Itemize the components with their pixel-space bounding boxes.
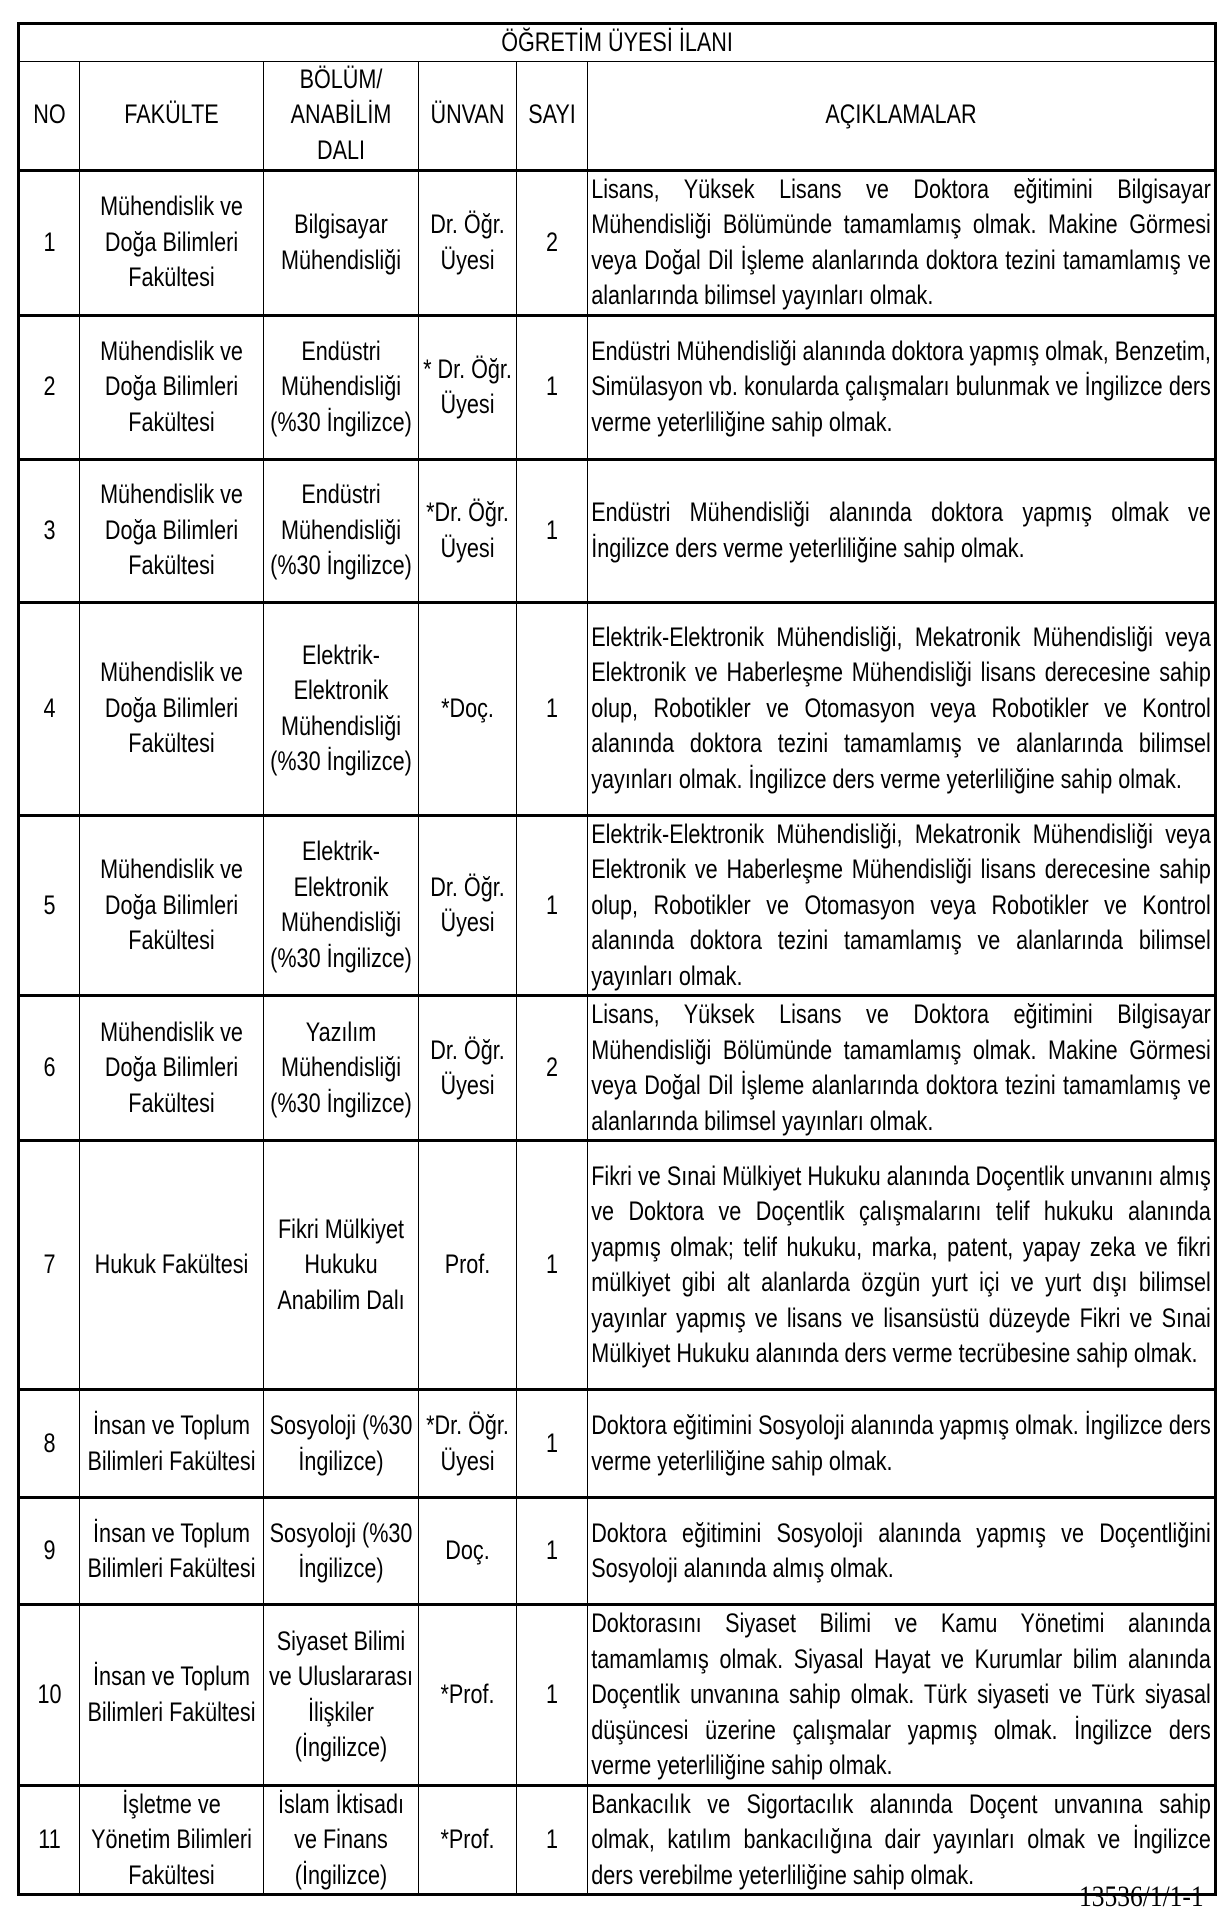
cell-unvan: Dr. Öğr. Üyesi xyxy=(430,871,505,938)
cell-sayi: 1 xyxy=(545,889,559,920)
cell-no: 6 xyxy=(43,1052,56,1083)
cell-bolum: Sosyoloji (%30 İngilizce) xyxy=(269,1410,413,1476)
cell-aciklama: Doktorasını Siyaset Bilimi ve Kamu Yönetimi alanında tamamlamış olmak. Siyasal Hayat ve Kurumlar bilim alanında Doçentlik unvanına sahip olmak. Türk siyaseti ve Türk siyasal düşüncesi üzerine çalışmalar yapmış olmak. İngilizce ders verme yeterliliğine sahip olmak. xyxy=(591,1608,1211,1780)
header-aciklamalar: AÇIKLAMALAR xyxy=(825,99,977,130)
cell-unvan: *Dr. Öğr. Üyesi xyxy=(426,1410,509,1476)
cell-no: 5 xyxy=(43,889,56,920)
cell-aciklama: Endüstri Mühendisliği alanında doktora yapmış olmak ve İngilizce ders verme yeterliliğine sahip olmak. xyxy=(591,497,1211,563)
cell-bolum: Siyaset Bilimi ve Uluslararası İlişkiler (İngilizce) xyxy=(268,1625,414,1763)
cell-no: 1 xyxy=(43,226,56,257)
cell-bolum: Endüstri Mühendisliği (%30 İngilizce) xyxy=(270,479,412,581)
cell-fakulte: İşletme ve Yönetim Bilimleri Fakültesi xyxy=(91,1788,252,1890)
cell-bolum: Sosyoloji (%30 İngilizce) xyxy=(269,1517,413,1583)
cell-unvan: Dr. Öğr. Üyesi xyxy=(430,209,505,275)
cell-unvan: Dr. Öğr. Üyesi xyxy=(430,1034,505,1100)
cell-fakulte: Mühendislik ve Doğa Bilimleri Fakültesi xyxy=(100,1016,243,1118)
cell-no: 7 xyxy=(43,1249,56,1280)
table-row xyxy=(19,459,1216,602)
document-reference: 13536/1/1-1 xyxy=(1079,1880,1204,1913)
cell-fakulte: Mühendislik ve Doğa Bilimleri Fakültesi xyxy=(100,657,243,759)
cell-bolum: Fikri Mülkiyet Hukuku Anabilim Dalı xyxy=(277,1213,405,1315)
cell-unvan: *Prof. xyxy=(440,1679,495,1709)
cell-no: 10 xyxy=(37,1679,62,1709)
cell-sayi: 1 xyxy=(545,692,559,723)
cell-sayi: 1 xyxy=(545,514,559,545)
cell-no: 4 xyxy=(43,692,56,723)
header-fakulte: FAKÜLTE xyxy=(124,99,219,130)
table-title-cell xyxy=(19,24,1216,62)
cell-fakulte: Mühendislik ve Doğa Bilimleri Fakültesi xyxy=(100,479,243,581)
table-row xyxy=(19,602,1216,815)
cell-aciklama: Elektrik-Elektronik Mühendisliği, Mekatronik Mühendisliği veya Elektronik ve Haberleşme Mühendisliği lisans derecesine sahip olup, Robotikler ve Otomasyon veya Robotikler ve Kontrol alanında doktora tezini tamamlamış ve alanlarında bilimsel yayınları olmak. İngilizce ders verme yeterliliğine sahip olmak. xyxy=(591,621,1211,794)
table-title: ÖĞRETİM ÜYESİ İLANI xyxy=(501,27,733,57)
announcement-table xyxy=(17,22,1217,1896)
cell-unvan: *Doç. xyxy=(441,692,494,723)
table-row xyxy=(19,1141,1216,1390)
header-bolum: BÖLÜM/ ANABİLİM DALI xyxy=(290,63,392,165)
header-row xyxy=(19,61,1216,170)
table-row xyxy=(19,170,1216,315)
cell-no: 9 xyxy=(43,1535,56,1566)
cell-sayi: 1 xyxy=(545,1679,559,1709)
cell-unvan: Prof. xyxy=(444,1249,491,1280)
header-no: NO xyxy=(33,99,66,130)
cell-aciklama: Endüstri Mühendisliği alanında doktora yapmış olmak, Benzetim, Simülasyon vb. konularda çalışmaları bulunmak ve İngilizce ders verme yeterliliğine sahip olmak. xyxy=(591,335,1211,437)
table-row xyxy=(19,1390,1216,1498)
cell-sayi: 2 xyxy=(545,1052,559,1083)
cell-aciklama: Elektrik-Elektronik Mühendisliği, Mekatronik Mühendisliği veya Elektronik ve Haberleşme Mühendisliği lisans derecesine sahip olup, Robotikler ve Otomasyon veya Robotikler ve Kontrol alanında doktora tezini tamamlamış ve alanlarında bilimsel yayınları olmak. xyxy=(591,818,1211,991)
cell-bolum: Elektrik- Elektronik Mühendisliği (%30 İngilizce) xyxy=(270,639,412,776)
cell-bolum: Bilgisayar Mühendisliği xyxy=(280,209,402,275)
cell-fakulte: İnsan ve Toplum Bilimleri Fakültesi xyxy=(87,1661,256,1727)
cell-aciklama: Doktora eğitimini Sosyoloji alanında yapmış olmak. İngilizce ders verme yeterliliğine sahip olmak. xyxy=(591,1410,1211,1476)
cell-bolum: İslam İktisadı ve Finans (İngilizce) xyxy=(277,1788,405,1890)
table-row xyxy=(19,315,1216,459)
table-row xyxy=(19,815,1216,996)
cell-no: 11 xyxy=(38,1824,61,1854)
cell-sayi: 1 xyxy=(545,1824,559,1854)
cell-unvan: *Prof. xyxy=(440,1824,495,1854)
table-row xyxy=(19,1605,1216,1786)
cell-sayi: 2 xyxy=(545,226,559,257)
table-row xyxy=(19,1785,1216,1895)
cell-aciklama: Doktora eğitimini Sosyoloji alanında yapmış ve Doçentliğini Sosyoloji alanında almış olmak. xyxy=(591,1517,1211,1583)
cell-fakulte: Hukuk Fakültesi xyxy=(94,1249,249,1280)
cell-sayi: 1 xyxy=(545,1249,559,1280)
cell-unvan: *Dr. Öğr. Üyesi xyxy=(426,497,509,563)
cell-sayi: 1 xyxy=(545,371,559,402)
cell-fakulte: İnsan ve Toplum Bilimleri Fakültesi xyxy=(87,1517,256,1583)
cell-bolum: Yazılım Mühendisliği (%30 İngilizce) xyxy=(270,1016,412,1118)
cell-fakulte: Mühendislik ve Doğa Bilimleri Fakültesi xyxy=(100,191,243,293)
table-row xyxy=(19,996,1216,1141)
cell-sayi: 1 xyxy=(545,1427,559,1458)
cell-aciklama: Lisans, Yüksek Lisans ve Doktora eğitimini Bilgisayar Mühendisliği Bölümünde tamamlamış olmak. Makine Görmesi veya Doğal Dil İşleme alanlarında doktora tezini tamamlamış ve alanlarında bilimsel yayınları olmak. xyxy=(591,999,1211,1136)
cell-no: 3 xyxy=(43,514,56,545)
cell-no: 2 xyxy=(43,371,56,402)
header-sayi: SAYI xyxy=(528,99,576,130)
cell-bolum: Elektrik- Elektronik Mühendisliği (%30 İngilizce) xyxy=(270,836,412,973)
cell-unvan: Doç. xyxy=(445,1535,490,1566)
cell-aciklama: Fikri ve Sınai Mülkiyet Hukuku alanında Doçentlik unvanını almış ve Doktora ve Doçentlik çalışmalarını telif hukuku alanında yapmış olmak; telif hukuku, marka, patent, yapay zeka ve fikri mülkiyet gibi alt alanlarda özgün yurt içi ve yurt dışı bilimsel yayınlar yapmış ve lisans ve lisansüstü düzeyde Fikri ve Sınai Mülkiyet Hukuku alanında ders verme tecrübesine sahip olmak. xyxy=(591,1160,1211,1368)
cell-aciklama: Lisans, Yüksek Lisans ve Doktora eğitimini Bilgisayar Mühendisliği Bölümünde tamamlamış olmak. Makine Görmesi veya Doğal Dil İşleme alanlarında doktora tezini tamamlamış ve alanlarında bilimsel yayınları olmak. xyxy=(591,173,1211,310)
cell-aciklama: Bankacılık ve Sigortacılık alanında Doçent unvanına sahip olmak, katılım bankacılığına dair yayınları olmak ve İngilizce ders verebilme yeterliliğine sahip olmak. xyxy=(591,1788,1211,1890)
cell-fakulte: İnsan ve Toplum Bilimleri Fakültesi xyxy=(87,1410,256,1476)
cell-sayi: 1 xyxy=(545,1535,559,1566)
header-unvan: ÜNVAN xyxy=(430,99,505,130)
table-row xyxy=(19,1498,1216,1605)
cell-bolum: Endüstri Mühendisliği (%30 İngilizce) xyxy=(270,335,412,437)
cell-no: 8 xyxy=(43,1427,56,1458)
cell-unvan: * Dr. Öğr. Üyesi xyxy=(423,353,512,419)
cell-fakulte: Mühendislik ve Doğa Bilimleri Fakültesi xyxy=(100,335,243,437)
cell-fakulte: Mühendislik ve Doğa Bilimleri Fakültesi xyxy=(100,854,243,955)
